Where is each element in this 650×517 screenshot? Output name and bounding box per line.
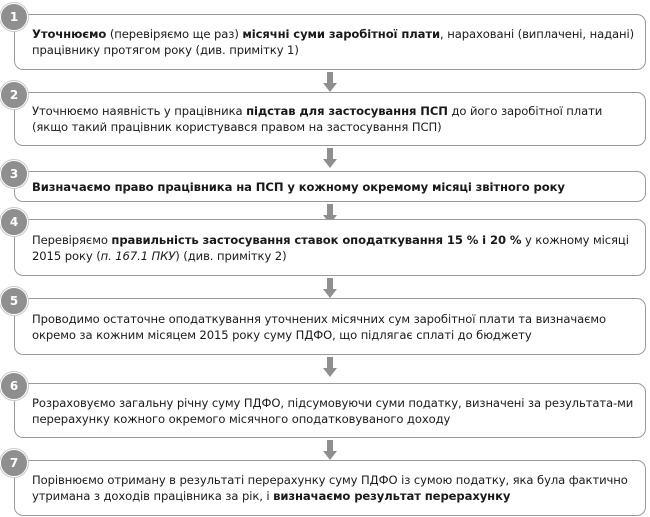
step-number-badge-7: 7 <box>0 449 28 477</box>
step-text-segment: у кожному місяці 2015 року ( <box>32 232 629 263</box>
down-arrow-icon <box>323 276 337 300</box>
step-box-7 <box>14 460 646 516</box>
step-number-badge-3: 3 <box>0 160 28 188</box>
step-text-segment: правильність застосування ставок оподаткування 15 % і 20 % <box>111 232 522 247</box>
step-text-3 <box>32 179 565 195</box>
down-arrow-shape <box>323 72 337 92</box>
step-text-2 <box>32 103 635 135</box>
step-number-badge-4: 4 <box>0 208 28 236</box>
down-arrow-shape <box>323 440 337 460</box>
down-arrow-icon <box>323 70 337 94</box>
step-box-4 <box>14 219 646 276</box>
step-text-segment: підстав для застосування ПСП <box>246 104 448 118</box>
step-number-badge-2: 2 <box>0 81 28 109</box>
step-text-segment: (перевіряємо ще раз) <box>106 27 243 41</box>
step-text-segment: місячні суми заробітної плати <box>242 27 441 41</box>
step-box-1 <box>14 14 646 70</box>
step-text-segment: Перевіряємо <box>32 232 112 247</box>
down-arrow-icon <box>323 355 337 379</box>
step-box-6 <box>14 383 646 438</box>
step-text-segment: п. 167.1 ПКУ <box>100 248 176 263</box>
step-box-2 <box>14 92 646 146</box>
step-text-6 <box>32 395 635 427</box>
down-arrow-icon <box>323 146 337 170</box>
step-text-segment: Розраховуємо загальну річну суму ПДФО, підсумовуючи суми податку, визначені за результата-ми перерахунку кожного окремого місячного оподатковуваного доходу <box>32 395 634 426</box>
step-text-segment: Визначаємо право працівника на ПСП у кожному окремому місяці звітного року <box>32 179 565 194</box>
down-arrow-shape <box>323 278 337 298</box>
step-text-7 <box>32 472 635 504</box>
step-number-badge-6: 6 <box>0 372 28 400</box>
step-number-badge-1: 1 <box>0 3 28 31</box>
step-text-1 <box>32 26 635 58</box>
step-text-segment: до його заробітної плати (якщо такий працівник користувався правом на застосування ПСП) <box>32 104 603 134</box>
step-text-5 <box>32 311 635 343</box>
down-arrow-shape <box>323 148 337 168</box>
step-text-segment: ) (див. примітку 2) <box>175 248 287 263</box>
step-text-segment: Проводимо остаточне оподаткування уточнених місячних сум заробітної плати та визначаємо окремо за кожним місяцем 2015 року суму ПДФО, що підлягає сплаті до бюджету <box>32 311 606 342</box>
step-box-5 <box>14 298 646 355</box>
step-box-3 <box>14 171 646 202</box>
step-text-segment: Уточнюємо <box>32 27 107 41</box>
step-text-segment: Порівнюємо отриману в результаті перерахунку суму ПДФО із сумою податку, яка була фактично утримана з доходів працівника за рік, і <box>32 473 628 503</box>
step-text-segment: визначаємо результат перерахунку <box>273 489 511 503</box>
step-number-badge-5: 5 <box>0 287 28 315</box>
step-text-4 <box>32 232 635 264</box>
down-arrow-icon <box>323 438 337 462</box>
step-text-segment: , нараховані (виплачені, надані) працівнику протягом року (див. примітку 1) <box>32 27 635 57</box>
down-arrow-shape <box>323 357 337 377</box>
step-text-segment: Уточнюємо наявність у працівника <box>32 104 247 118</box>
